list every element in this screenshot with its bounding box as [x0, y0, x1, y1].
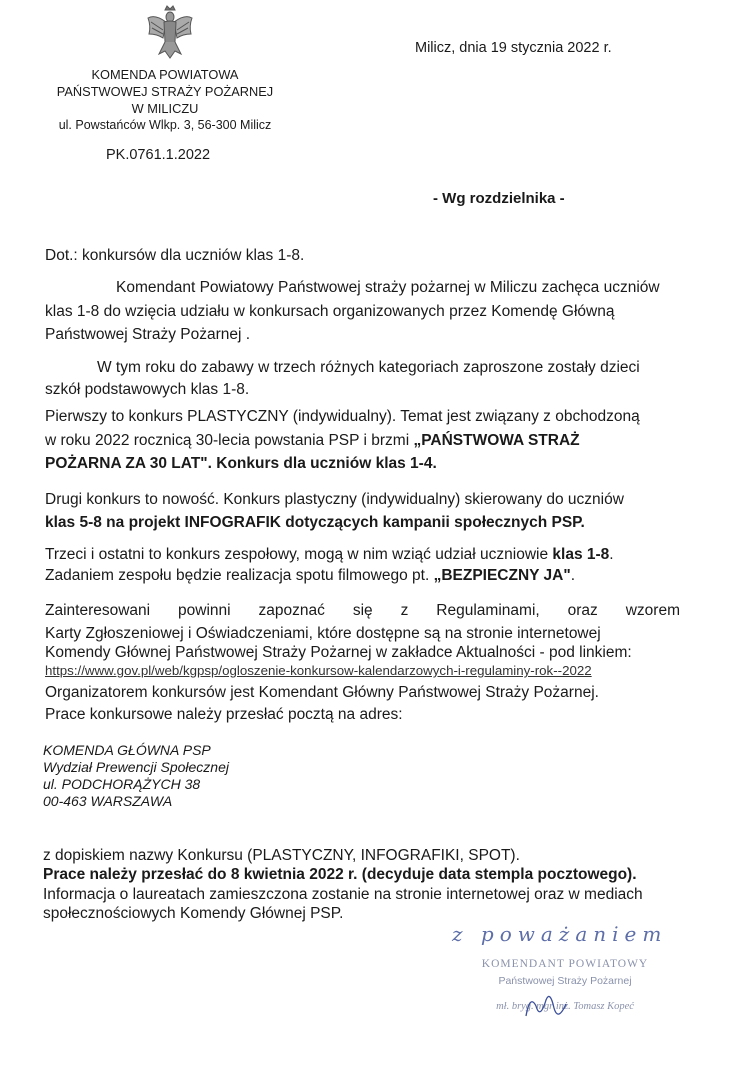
office-address: ul. Powstańców Wlkp. 3, 56-300 Milicz [58, 118, 272, 132]
signature-scribble-icon [518, 986, 578, 1026]
p2-line1: W tym roku do zabawy w trzech różnych kategoriach zaproszone zostały dzieci [97, 359, 640, 376]
subject-line: Dot.: konkursów dla uczniów klas 1-8. [45, 247, 305, 264]
place-date: Milicz, dnia 19 stycznia 2022 r. [415, 40, 612, 56]
mail-address-line3: ul. PODCHORĄŻYCH 38 [43, 776, 201, 792]
office-name-line3: W MILICZU [131, 101, 199, 116]
p5-line2 [45, 566, 575, 585]
p5-classes: klas 1-8 [552, 546, 610, 563]
regulations-link[interactable]: https://www.gov.pl/web/kgpsp/ogloszenie-konkursow-kalendarzowych-i-regulaminy-rok--2022 [45, 663, 592, 678]
closing-line3: Informacja o laureatach zamieszczona zostanie na stronie internetowej oraz w mediach [43, 886, 643, 903]
p5-line1-end: . [609, 546, 614, 563]
p5-line1-text: Trzeci i ostatni to konkurs zespołowy, mogą w nim wziąć udział uczniowie [45, 546, 553, 563]
closing-line1: z dopiskiem nazwy Konkursu (PLASTYCZNY, INFOGRAFIKI, SPOT). [43, 847, 520, 864]
office-name-line2: PAŃSTWOWEJ STRAŻY POŻARNEJ [56, 84, 274, 99]
eagle-emblem-icon [145, 4, 195, 60]
stamp-name: mł. bryg. mgr inż. Tomasz Kopeć [496, 1001, 634, 1012]
recipient-line: - Wg rozdzielnika - [433, 190, 565, 207]
p6-line2: Karty Zgłoszeniowej i Oświadczeniami, które dostępne są na stronie internetowej [45, 625, 601, 642]
office-name-line1: KOMENDA POWIATOWA [91, 67, 239, 82]
stamp-title: KOMENDANT POWIATOWY [481, 958, 649, 970]
p1-line1: Komendant Powiatowy Państwowej straży pożarnej w Miliczu zachęca uczniów [116, 279, 660, 296]
p4-line1: Drugi konkurs to nowość. Konkurs plastyczny (indywidualny) skierowany do uczniów [45, 491, 624, 508]
p1-line2: klas 1-8 do wzięcia udziału w konkursach organizowanych przez Komendę Główną [45, 303, 615, 320]
closing-line4: społecznościowych Komendy Głównej PSP. [43, 905, 344, 922]
p6-line4: Organizatorem konkursów jest Komendant Główny Państwowej Straży Pożarnej. [45, 684, 599, 701]
reference-number: PK.0761.1.2022 [106, 147, 211, 163]
p3-line3: POŻARNA ZA 30 LAT". Konkurs dla uczniów klas 1-4. [45, 455, 437, 472]
p3-contest-title: „PAŃSTWOWA STRAŻ [413, 432, 580, 449]
p3-line2-text: w roku 2022 rocznicą 30-lecia powstania PSP i brzmi [45, 432, 414, 449]
p5-line2-end: . [570, 567, 576, 584]
mail-address-line4: 00-463 WARSZAWA [43, 793, 173, 809]
p3-line1: Pierwszy to konkurs PLASTYCZNY (indywidualny). Temat jest związany z obchodzoną [45, 408, 640, 425]
mail-address-line2: Wydział Prewencji Społecznej [43, 759, 229, 775]
p1-line3: Państwowej Straży Pożarnej . [45, 326, 251, 343]
p6-line1: Zainteresowani powinni zapoznać się z Regulaminami, oraz wzorem [45, 602, 680, 619]
p6-line5: Prace konkursowe należy przesłać pocztą na adres: [45, 706, 403, 723]
p6-line3: Komendy Głównej Państwowej Straży Pożarnej w zakładce Aktualności - pod linkiem: [45, 644, 632, 661]
p3-line2 [45, 431, 580, 450]
p5-spot-title: „BEZPIECZNY JA" [433, 567, 571, 584]
mail-address-line1: KOMENDA GŁÓWNA PSP [43, 742, 211, 758]
stamp-unit: Państwowej Straży Pożarnej [498, 975, 632, 987]
closing-deadline: Prace należy przesłać do 8 kwietnia 2022 r. (decyduje data stempla pocztowego). [43, 866, 637, 883]
p5-line1 [45, 545, 614, 564]
handwritten-regards: z poważaniem [452, 922, 668, 946]
p5-line2-text: Zadaniem zespołu będzie realizacja spotu filmowego pt. [45, 567, 434, 584]
p2-line2: szkół podstawowych klas 1-8. [45, 381, 250, 398]
p4-line2: klas 5-8 na projekt INFOGRAFIK dotyczących kampanii społecznych PSP. [45, 514, 585, 531]
